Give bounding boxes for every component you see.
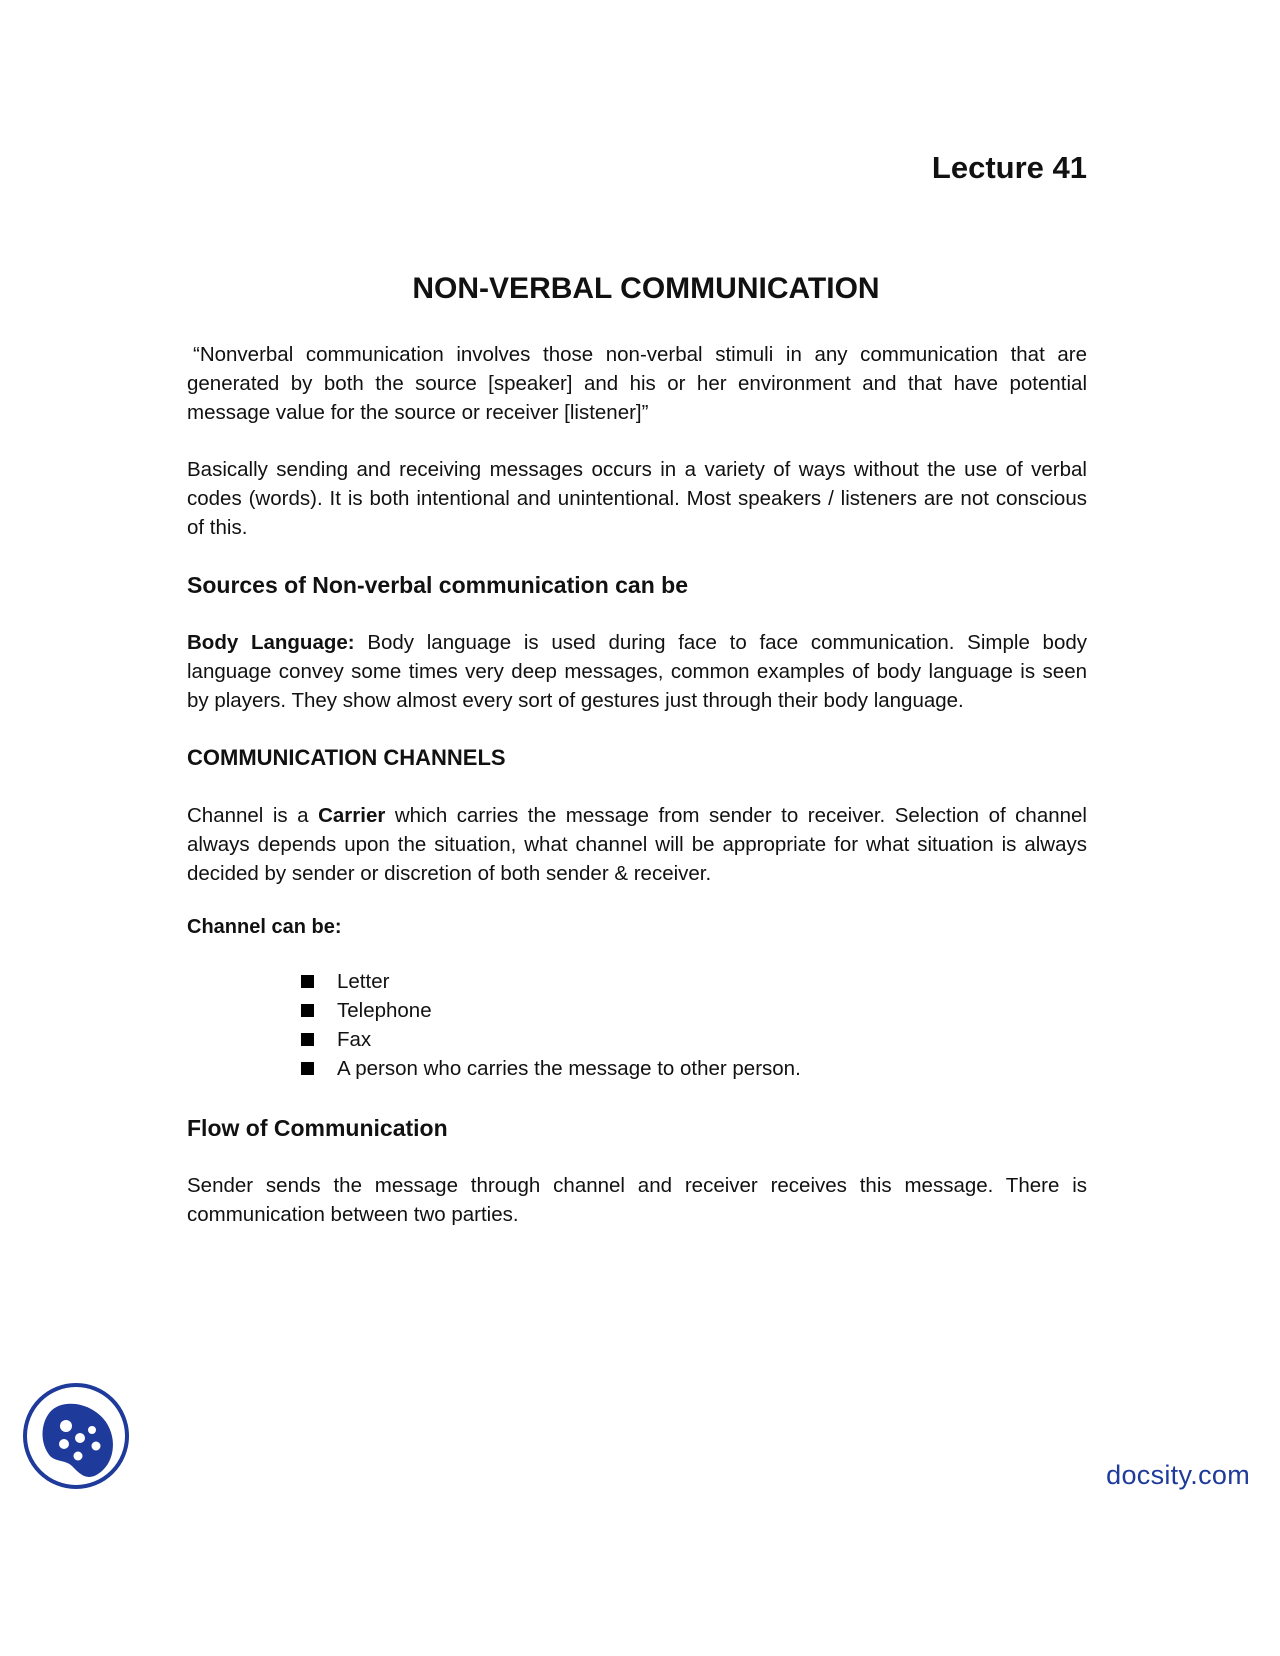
list-item	[301, 996, 1087, 1025]
carrier-word: Carrier	[318, 804, 386, 827]
docsity-logo-icon	[22, 1382, 130, 1490]
square-bullet-icon	[301, 1033, 314, 1046]
intro-paragraph: Basically sending and receiving messages occurs in a variety of ways without the use of verbal codes (words). It is both intentional and unintentional. Most speakers / listeners are not conscious of this.	[187, 458, 1087, 539]
flow-heading: Flow of Communication	[187, 1115, 448, 1141]
channel-text-before: Channel is a	[187, 804, 319, 827]
channels-heading: COMMUNICATION CHANNELS	[187, 745, 506, 770]
square-bullet-icon	[301, 1004, 314, 1017]
body-language-label: Body Language:	[187, 631, 355, 654]
flow-paragraph: Sender sends the message through channel and receiver receives this message. There is communication between two parties.	[187, 1174, 1087, 1226]
channel-text-after: which carries the message from sender to receiver. Selection of channel always depends upon the situation, what channel will be appropriate for what situation is always decided by sender or discretion of both sender & receiver.	[187, 804, 1087, 885]
list-item-text: Telephone	[337, 999, 432, 1022]
channel-paragraph	[187, 801, 1087, 888]
list-item	[301, 967, 1087, 996]
list-item-text: Fax	[337, 1028, 372, 1051]
list-item-text: Letter	[337, 970, 390, 993]
square-bullet-icon	[301, 1062, 314, 1075]
list-item	[301, 1054, 1087, 1083]
channel-list-label: Channel can be:	[187, 916, 342, 938]
definition-quote: “Nonverbal communication involves those non-verbal stimuli in any communication that are generated by both the source [speaker] and his or her environment and that have potential message value for the source or receiver [listener]”	[187, 343, 1087, 424]
lecture-number: Lecture 41	[931, 150, 1087, 185]
channel-list	[187, 967, 1087, 1083]
body-language-text: Body language is used during face to face communication. Simple body language convey some times very deep messages, common examples of body language is seen by players. They show almost every sort of gestures just through their body language.	[187, 631, 1088, 712]
sources-heading: Sources of Non-verbal communication can be	[187, 572, 688, 598]
body-language-paragraph	[187, 628, 1087, 715]
document-body	[187, 340, 1087, 1257]
page-title: NON-VERBAL COMMUNICATION	[412, 272, 880, 305]
square-bullet-icon	[301, 975, 314, 988]
list-item	[301, 1025, 1087, 1054]
brand-name: docsity.com	[1106, 1460, 1250, 1490]
list-item-text: A person who carries the message to other person.	[337, 1057, 801, 1080]
